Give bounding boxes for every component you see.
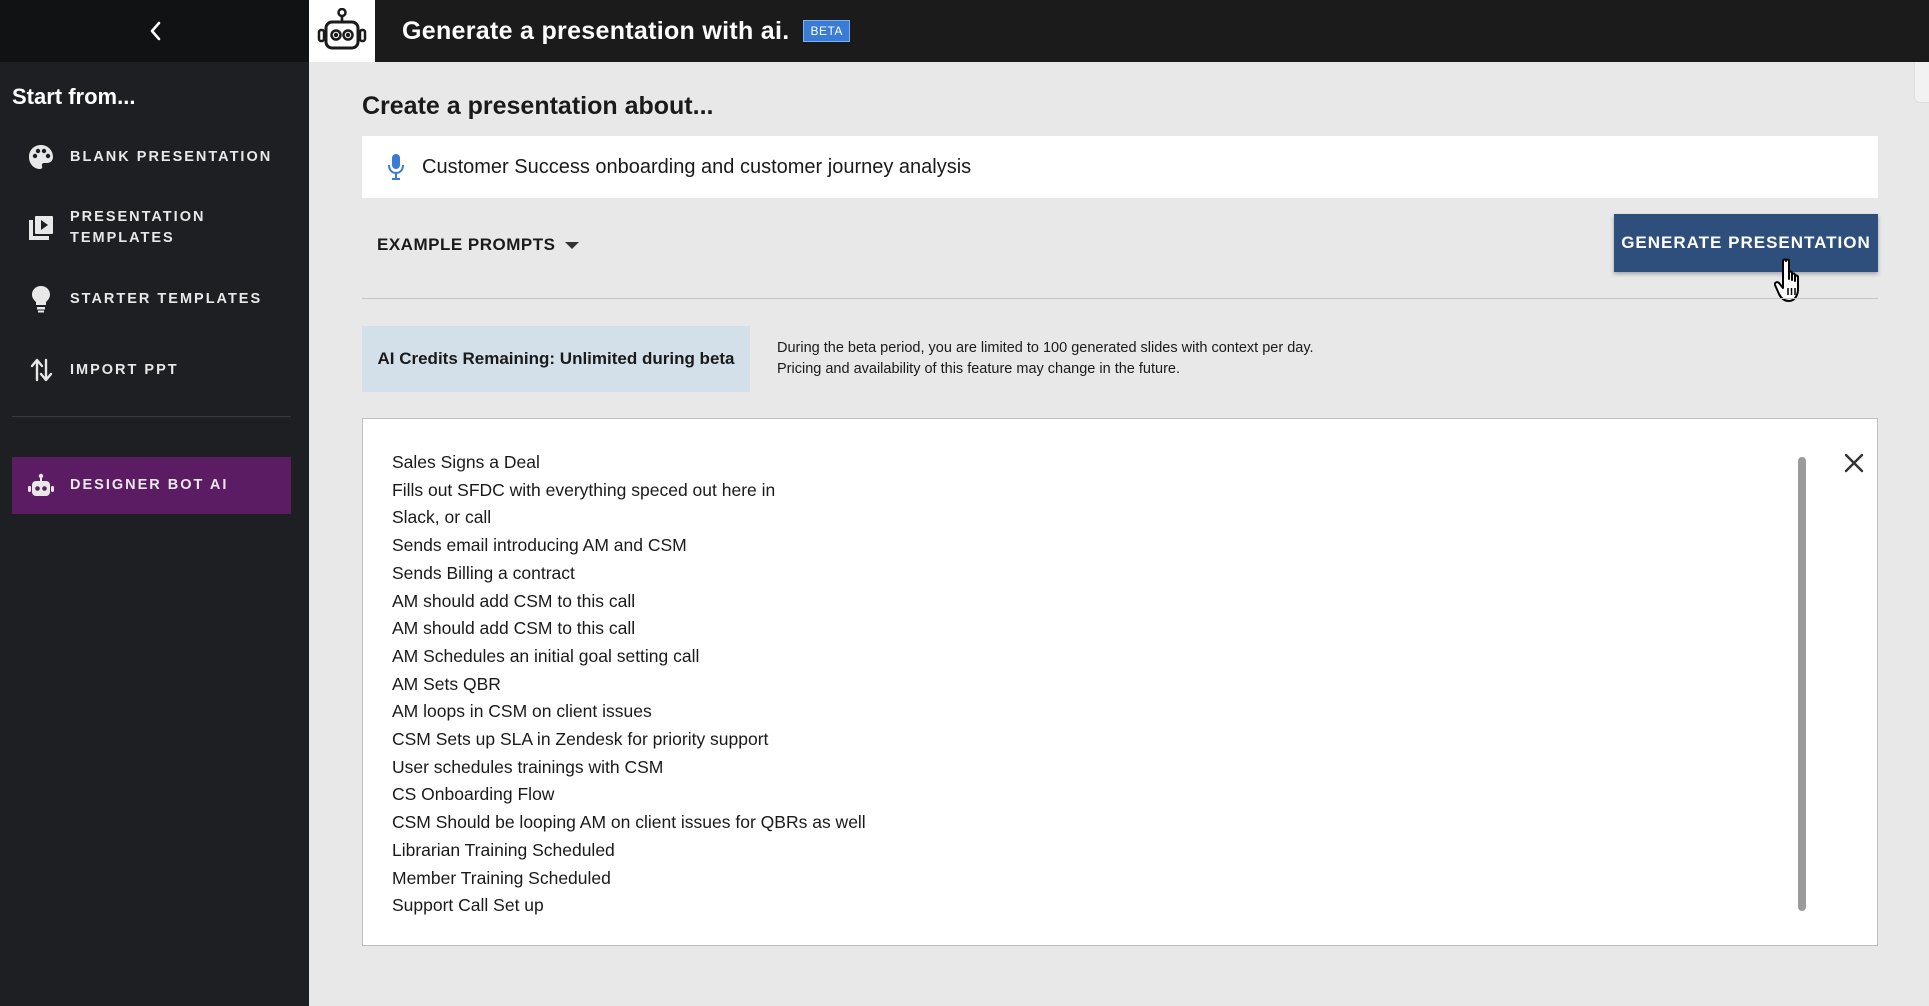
example-prompts-label: EXAMPLE PROMPTS <box>377 235 556 254</box>
page-title: Generate a presentation with ai. <box>402 16 790 45</box>
robot-logo-icon <box>317 8 367 54</box>
context-line: Slack, or call <box>392 507 492 528</box>
back-button[interactable] <box>135 11 175 51</box>
start-from-heading: Start from... <box>12 84 136 109</box>
context-line: Support Call Set up <box>392 895 544 916</box>
context-line: AM Schedules an initial goal setting call <box>392 645 700 666</box>
beta-note <box>777 338 1314 380</box>
context-line: AM loops in CSM on client issues <box>392 701 652 722</box>
right-edge-tab <box>1914 62 1929 103</box>
sidebar-item-import-ppt[interactable] <box>0 345 309 395</box>
ai-credits-banner: AI Credits Remaining: Unlimited during beta <box>362 326 750 392</box>
generate-presentation-button[interactable]: GENERATE PRESENTATION <box>1614 214 1878 272</box>
context-line: CSM Should be looping AM on client issues for QBRs as well <box>392 812 866 833</box>
sidebar-item-presentation-templates[interactable] <box>0 203 309 253</box>
section-divider <box>362 298 1878 299</box>
context-line: Librarian Training Scheduled <box>392 839 615 860</box>
robot-icon <box>26 471 56 501</box>
designer-bot-logo <box>309 0 375 62</box>
close-context-button[interactable] <box>1840 449 1868 477</box>
prompt-box <box>362 136 1878 198</box>
beta-note-line: Pricing and availability of this feature may change in the future. <box>777 361 1181 377</box>
top-header <box>309 0 1929 62</box>
context-line: AM should add CSM to this call <box>392 590 636 611</box>
main-panel <box>309 62 1929 1006</box>
sidebar-item-label: IMPORT PPT <box>70 361 179 378</box>
microphone-icon[interactable] <box>386 153 406 181</box>
play-library-icon <box>26 213 56 243</box>
beta-badge: BETA <box>803 20 849 42</box>
hand-pointer-cursor-icon <box>1774 257 1814 307</box>
context-line: Member Training Scheduled <box>392 867 611 888</box>
chevron-left-icon <box>148 20 162 42</box>
sidebar-item-label: BLANK PRESENTATION <box>70 148 273 165</box>
sidebar-item-label: STARTER TEMPLATES <box>70 290 263 307</box>
sidebar-divider <box>12 416 291 417</box>
context-text-box[interactable] <box>362 418 1878 946</box>
context-line: Sends email introducing AM and CSM <box>392 535 687 556</box>
context-lines <box>392 449 866 920</box>
create-presentation-heading: Create a presentation about... <box>362 92 714 120</box>
sidebar-item-starter-templates[interactable] <box>0 274 309 324</box>
sidebar-item-designer-bot-ai[interactable] <box>12 457 291 514</box>
sidebar-list <box>0 132 309 395</box>
sidebar <box>0 0 309 1006</box>
context-line: User schedules trainings with CSM <box>392 756 664 777</box>
context-line: AM should add CSM to this call <box>392 618 636 639</box>
beta-note-line: During the beta period, you are limited to 100 generated slides with context per day. <box>777 340 1314 356</box>
context-line: CS Onboarding Flow <box>392 784 555 805</box>
context-scrollbar[interactable] <box>1798 457 1806 911</box>
import-arrows-icon <box>26 355 56 385</box>
sidebar-item-label: DESIGNER BOT AI <box>70 477 229 493</box>
sidebar-item-blank-presentation[interactable] <box>0 132 309 182</box>
context-line: Sends Billing a contract <box>392 562 575 583</box>
context-line: AM Sets QBR <box>392 673 501 694</box>
close-icon <box>1843 452 1865 474</box>
context-line: Sales Signs a Deal <box>392 452 540 472</box>
prompt-input[interactable] <box>420 155 1824 180</box>
sidebar-top-bar <box>0 0 309 62</box>
context-line: CSM Sets up SLA in Zendesk for priority support <box>392 729 769 750</box>
sidebar-item-label: PRESENTATION TEMPLATES <box>70 209 206 246</box>
example-prompts-dropdown[interactable] <box>377 235 579 255</box>
lightbulb-icon <box>26 284 56 314</box>
caret-down-icon <box>565 242 579 249</box>
context-line: Fills out SFDC with everything speced out here in <box>392 479 776 500</box>
palette-icon <box>26 142 56 172</box>
